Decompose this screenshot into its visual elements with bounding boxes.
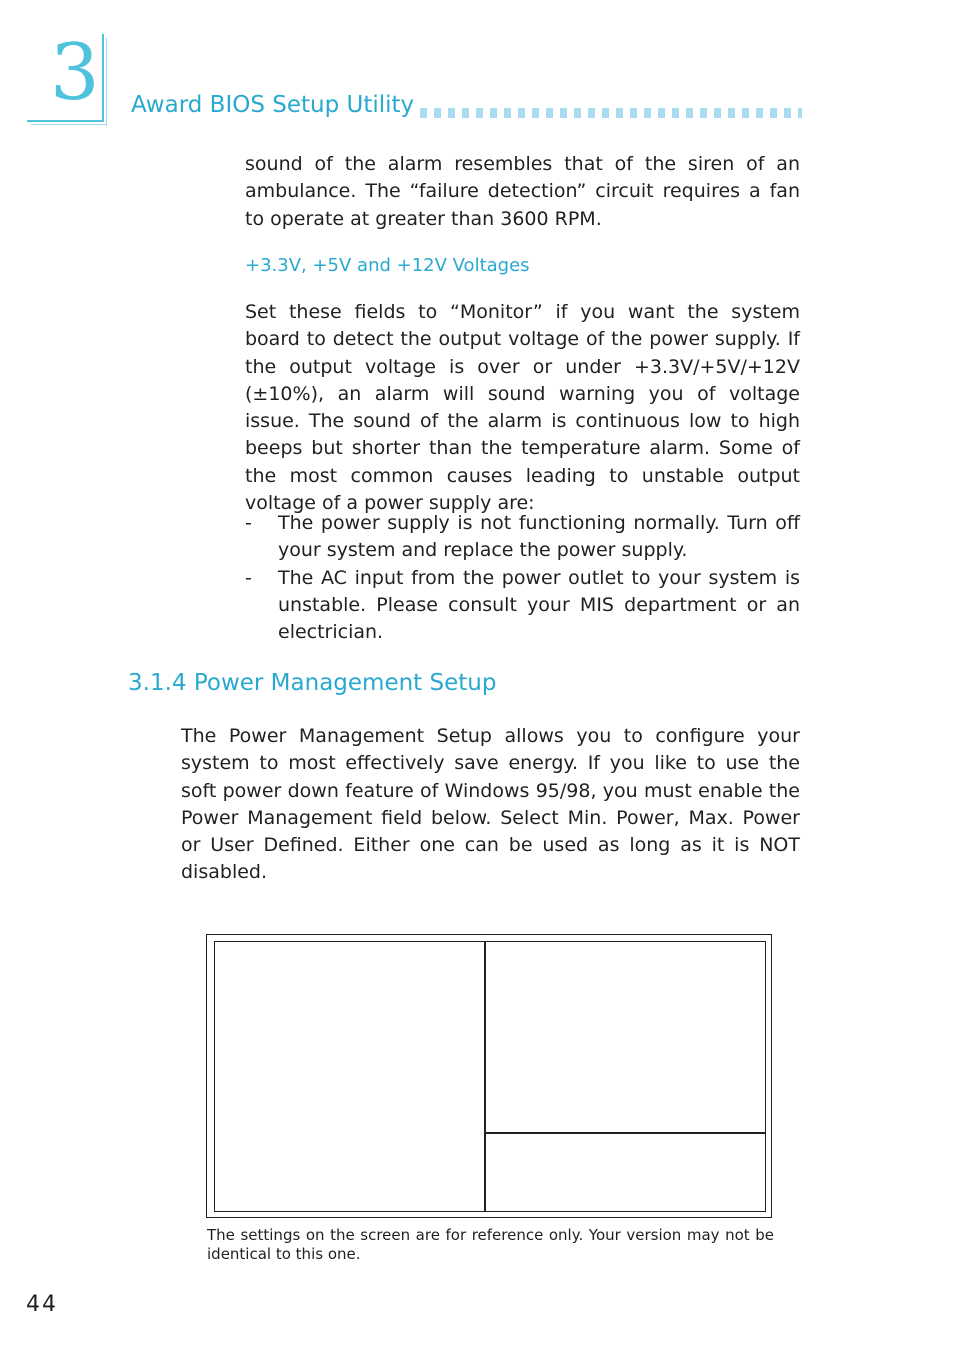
chapter-frame-horizontal-shadow: [31, 124, 107, 125]
figure-caption: The settings on the screen are for reference only. Your version may not be identical to this one.: [207, 1226, 774, 1263]
header-dotted-rule: [420, 108, 802, 118]
chapter-frame-horizontal: [27, 120, 103, 122]
section-heading: 3.1.4 Power Management Setup: [128, 670, 497, 696]
list-item-text: The power supply is not functioning normally. Turn off your system and replace the power supply.: [278, 512, 800, 562]
header-title: Award BIOS Setup Utility: [131, 92, 415, 118]
bios-screen-horizontal-divider: [485, 1132, 766, 1134]
list-item-text: The AC input from the power outlet to your system is unstable. Please consult your MIS department or an electrician.: [278, 566, 800, 644]
body-paragraph-2: Set these fields to “Monitor” if you want the system board to detect the output voltage of the power supply. If the output voltage is over or under +3.3V/+5V/+12V (±10%), an alarm will sound warning you of voltage issue. The sound of the alarm is continuous low to high beeps but shorter than the temperature alarm. Some of the most common causes leading to unstable output voltage of a power supply are:: [245, 301, 800, 515]
page-number: 44: [26, 1292, 58, 1317]
list-dash: -: [245, 566, 252, 589]
bios-screen-vertical-divider: [484, 941, 486, 1212]
list-item: [245, 510, 800, 565]
bios-screen-inner-frame: [214, 941, 766, 1212]
list-item: [245, 565, 800, 647]
body-paragraph-1: sound of the alarm resembles that of the siren of an ambulance. The “failure detection” circuit requires a fan to operate at greater than 3600 RPM.: [245, 153, 800, 230]
chapter-frame-vertical-shadow: [106, 38, 107, 126]
chapter-frame-vertical: [102, 34, 104, 122]
body-paragraph-3: The Power Management Setup allows you to configure your system to most effectively save energy. If you like to use the soft power down feature of Windows 95/98, you must enable the Power Management field below. Select Min. Power, Max. Power or User Defined. Either one can be used as long as it is NOT disabled.: [181, 725, 800, 884]
list-dash: -: [245, 512, 252, 534]
causes-list: [245, 510, 800, 646]
chapter-number: 3: [50, 28, 100, 118]
voltages-subheading: +3.3V, +5V and +12V Voltages: [245, 255, 530, 276]
